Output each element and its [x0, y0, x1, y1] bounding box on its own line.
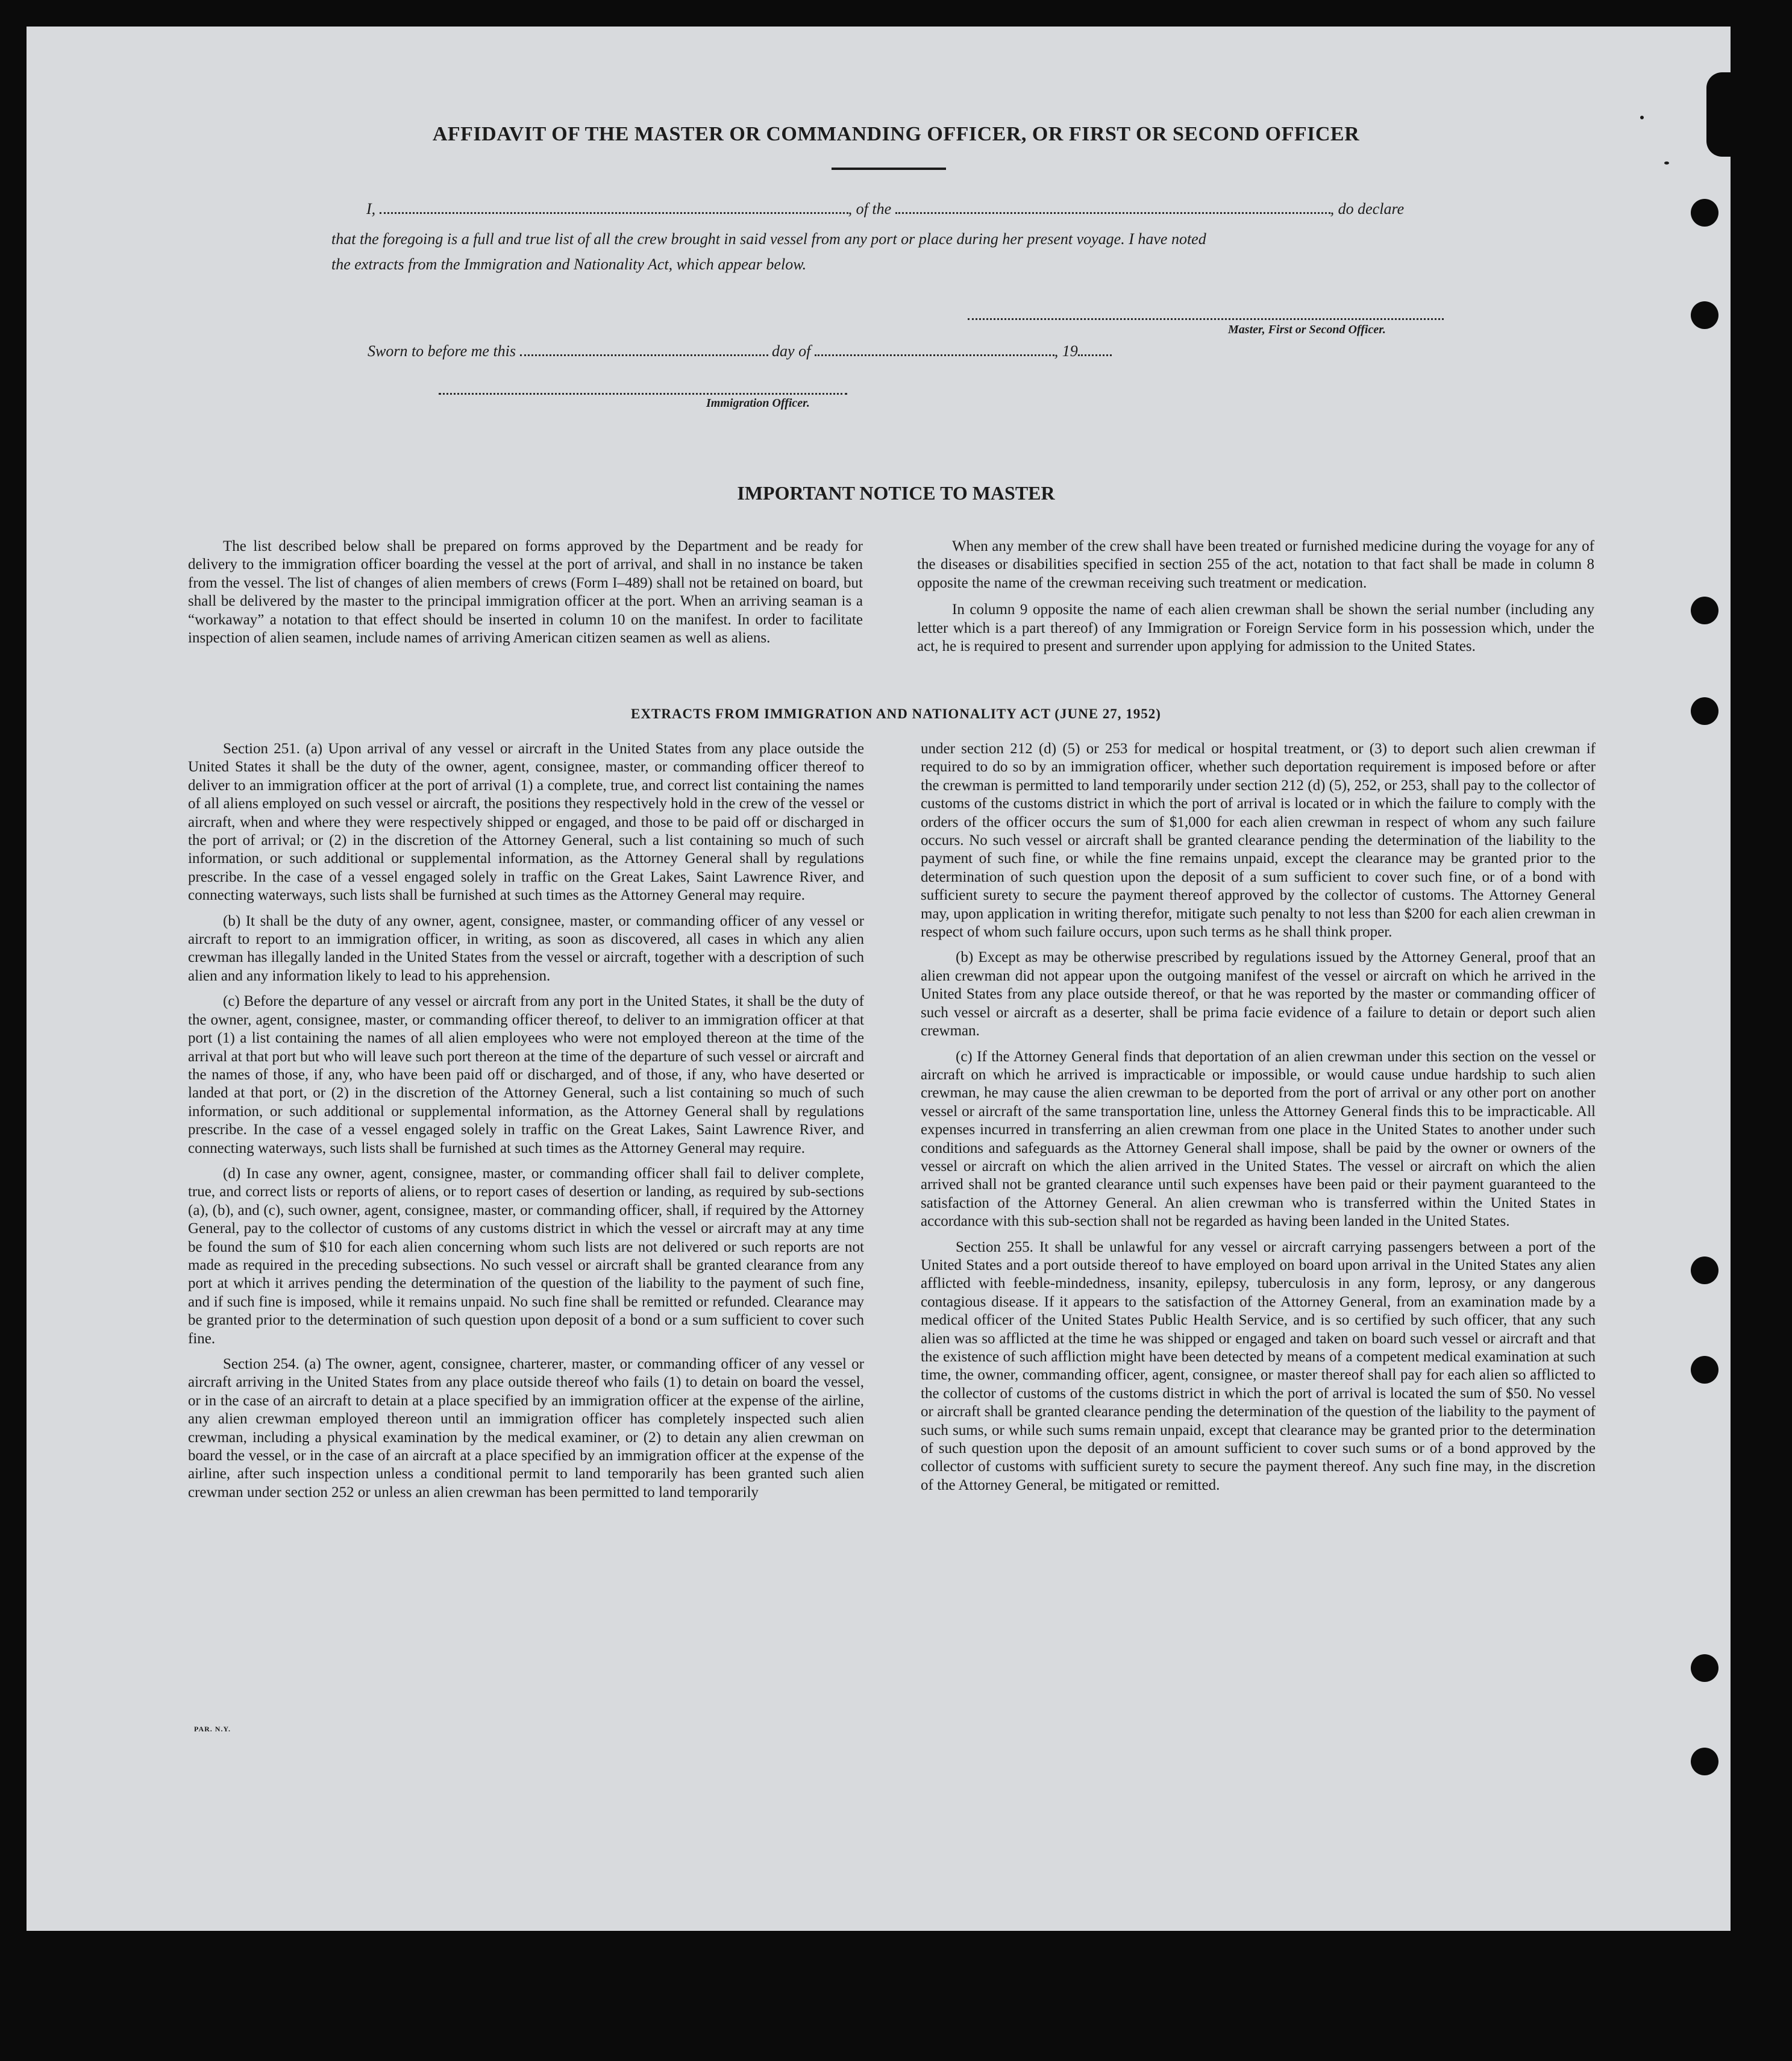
binder-hole — [1691, 1256, 1718, 1284]
sworn-line — [368, 342, 1112, 360]
binder-hole — [1691, 1748, 1718, 1775]
binder-hole — [1691, 301, 1718, 329]
act-section-paragraph: (c) If the Attorney General finds that deportation of an alien crewman under this section on the vessel or aircraft on which he arrived is impracticable or impossible, or would cause undue hardship to such alien crewman, he may cause the alien crewman to be deported from the port of arrival or any other port on another vessel or aircraft of the same transportation line, unless the Attorney General finds this to be impracticable. All expenses incurred in transferring an alien crewman from one place in the United States to another under such conditions and safeguards as the Attorney General shall impose, shall be paid by the owner or owners of the vessel or aircraft on which the alien arrived in the United States. The vessel or aircraft on which the alien arrived shall not be granted clearance until such expenses have been paid or their payment guaranteed to the satisfaction of the Attorney General. An alien crewman who is transferred within the United States in accordance with this sub-section shall not be regarded as having been landed in the United States. — [921, 1048, 1596, 1230]
ink-speck — [1640, 116, 1644, 119]
notice-paragraph: When any member of the crew shall have been treated or furnished medicine during the voyage for any of the diseases or disabilities specified in section 255 of the act, notation to that fact shall be made in column 8 opposite the name of the crewman receiving such treatment or medication. — [917, 538, 1594, 591]
officer-signature-field[interactable] — [439, 393, 847, 395]
notice-right-column — [917, 538, 1594, 658]
year-label: , 19 — [1054, 342, 1078, 360]
act-section-paragraph: Section 251. (a) Upon arrival of any vessel or aircraft in the United States from any place outside the United States it shall be the duty of the owner, agent, consignee, master, or commanding officer thereof to deliver to an immigration officer at the port of arrival (1) a complete, true, and correct list containing the names of all aliens employed on such vessel or aircraft, the positions they respectively hold in the crew of the vessel or aircraft, when and where they were respectively shipped or engaged, and those to be paid off or discharged in the port of arrival; or (2) in the discretion of the Attorney General, such a list containing so much of such information, or such additional or supplemental information, as the Attorney General shall by regulations prescribe. In the case of a vessel engaged solely in traffic on the Great Lakes, Saint Lawrence River, and connecting waterways, such lists shall be furnished at such times as the Attorney General may require. — [188, 741, 864, 904]
notice-left-column — [188, 538, 863, 650]
act-section-paragraph: (c) Before the departure of any vessel or aircraft from any port in the United States, it shall be the duty of the owner, agent, consignee, master, or commanding officer thereof, to deliver to an immigration officer at that port (1) a list containing the names of all alien employees who were not employed thereon at the time of the arrival at that port but who will leave such port thereon at the time of the departure of such vessel or aircraft and the names of those, if any, who have been paid off or discharged, and of those, if any, who have deserted or landed at that port, or (2) in the discretion of the Attorney General, such a list containing so much of such information, or such additional or supplemental information, as the Attorney General shall by regulations prescribe. In the case of a vessel engaged solely in traffic on the Great Lakes, Saint Lawrence River, and connecting waterways, such lists shall be furnished at such times as the Attorney General may require. — [188, 993, 864, 1156]
vessel-name-field[interactable] — [895, 204, 1330, 214]
binder-hole — [1691, 199, 1718, 227]
statement-line-2: the extracts from the Immigration and Nationality Act, which appear below. — [331, 256, 807, 273]
extracts-right-column — [921, 740, 1596, 1497]
notice-paragraph: In column 9 opposite the name of each alien crewman shall be shown the serial number (including any letter which is a part thereof) of any Immigration or Foreign Service form in his possession which, under the act, he is required to present and surrender upon applying for admission to the United States. — [917, 601, 1594, 655]
act-section-paragraph: (b) It shall be the duty of any owner, agent, consignee, master, or commanding officer of any vessel or aircraft to report to an immigration officer, in writing, as soon as discovered, all cases in which any alien crewman has illegally landed in the United States from the vessel or aircraft, together with a description of such alien and any information likely to lead to his apprehension. — [188, 912, 864, 984]
of-the-label: , of the — [848, 200, 892, 218]
act-section-paragraph: under section 212 (d) (5) or 253 for medical or hospital treatment, or (3) to deport such alien crewman if required to do so by an immigration officer, whether such deportation requirement is imposed before or after the crewman is permitted to land temporarily under section 212 (d) (5), 252, or 253, shall pay to the collector of customs of the customs district in which the port of arrival is located or in which the failure to comply with the orders of the officer occurs the sum of $1,000 for each alien crewman in respect of whom any such failure occurs. No such vessel or aircraft shall be granted clearance pending the determination of the liability to the payment of such fine, or while the fine remains unpaid, except the clearance may be granted prior to the determination of such question upon the deposit of a sum sufficient to cover such fine, or of a bond with sufficient surety to secure the payment thereof approved by the collector of customs. The Attorney General may, upon application in writing therefor, mitigate such penalty to not less than $200 for each alien crewman in respect of whom such failure occurs, upon such terms as he shall think proper. — [921, 741, 1596, 941]
notice-paragraph: The list described below shall be prepared on forms approved by the Department and be ready for delivery to the immigration officer boarding the vessel at the port of arrival, and shall in no instance be taken from the vessel. The list of changes of alien members of crews (Form I–489) shall not be retained on board, but shall be delivered by the master to the principal immigration officer at the port. When an arriving seaman is a “workaway” a notation to that effect should be inserted in column 10 on the manifest. In order to facilitate inspection of alien seamen, include names of arriving American citizen seamen as well as aliens. — [188, 538, 863, 647]
sworn-month-field[interactable] — [815, 346, 1054, 356]
declarant-name-field[interactable] — [380, 204, 848, 214]
act-section-paragraph: Section 254. (a) The owner, agent, consignee, charterer, master, or commanding officer of any vessel or aircraft arriving in the United States from any place outside thereof who fails (1) to detain on board the vessel, or in the case of an aircraft to detain at a place specified by an immigration officer at the expense of the airline, any alien crewman employed thereon until an immigration officer has completely inspected such alien crewman, including a physical examination by the medical examiner, or (2) to detain any alien crewman on board the vessel, or in the case of an aircraft at a place specified by an immigration officer at the expense of the airline, after such inspection unless a conditional permit to land temporarily has been granted such alien crewman under section 252 or unless an alien crewman has been permitted to land temporarily — [188, 1356, 864, 1501]
binder-hole — [1691, 1654, 1718, 1682]
ink-speck — [1664, 162, 1669, 165]
sworn-year-field[interactable] — [1078, 346, 1112, 356]
binder-hole — [1691, 597, 1718, 624]
title-underline — [832, 168, 946, 170]
sworn-date-field[interactable] — [520, 346, 768, 356]
statement-line-1: that the foregoing is a full and true list of all the crew brought in said vessel from any port or place during her present voyage. I have noted — [331, 230, 1206, 248]
affidavit-title: AFFIDAVIT OF THE MASTER OR COMMANDING OFFICER, OR FIRST OR SECOND OFFICER — [432, 123, 1360, 145]
act-section-paragraph: (b) Except as may be otherwise prescribed by regulations issued by the Attorney General, proof that an alien crewman did not appear upon the outgoing manifest of the vessel or aircraft on which he arrived in the United States from any place outside thereof, or that he was reported by the master or commanding officer of such vessel or aircraft as a deserter, shall be prima facie evidence of a failure to detain or deport such alien crewman. — [921, 949, 1596, 1040]
i-label: I, — [366, 200, 376, 218]
day-of-label: day of — [772, 342, 811, 360]
master-signature-label: Master, First or Second Officer. — [1228, 323, 1386, 336]
extracts-title: EXTRACTS FROM IMMIGRATION AND NATIONALITY ACT (JUNE 27, 1952) — [631, 706, 1161, 721]
printer-mark: PAR. N.Y. — [194, 1725, 231, 1733]
officer-signature-label: Immigration Officer. — [706, 397, 810, 410]
master-signature-field[interactable] — [968, 318, 1444, 320]
act-section-paragraph: Section 255. It shall be unlawful for any vessel or aircraft carrying passengers between a port of the United States and a port outside thereof to have employed on board upon arrival in the United States any alien afflicted with feeble-mindedness, insanity, epilepsy, tuberculosis in any form, leprosy, or any dangerous contagious disease. If it appears to the satisfaction of the Attorney General, from an examination made by a medical officer of the United States Public Health Service, and is so certified by such officer, that any such alien was so afflicted at the time he was shipped or engaged and taken on board such vessel or aircraft and that the existence of such affliction might have been detected by means of a competent medical examination at such time, the owner, commanding officer, agent, consignee, or master thereof shall pay for each alien so afflicted to the collector of customs of the customs district in which the port of arrival is located the sum of $50. No vessel or aircraft shall be granted clearance pending the determination of the question of the liability to the payment of such sums, or while such sums remain unpaid, except that clearance may be granted prior to the determination of such question upon the deposit of an amount sufficient to cover such sums or of a bond approved by the collector of customs with sufficient surety to secure the payment thereof. Any such fine may, in the discretion of the Attorney General, be mitigated or remitted. — [921, 1238, 1596, 1493]
act-section-paragraph: (d) In case any owner, agent, consignee, master, or commanding officer shall fail to deliver complete, true, and correct lists or reports of aliens, or to report cases of desertion or landing, as required by sub-sections (a), (b), and (c), such owner, agent, consignee, master, or commanding officer, shall, if required by the Attorney General, pay to the collector of customs of any customs district in which the vessel or aircraft may at any time be found the sum of $10 for each alien concerning whom such lists are not delivered or such reports are not made as required in the preceding subsections. No such vessel or aircraft shall be granted clearance from any port at which it arrives pending the determination of the question of the liability to the payment of such fine, and if such fine is imposed, while it remains unpaid. No such fine shall be remitted or refunded. Clearance may be granted prior to the determination of such question upon deposit of a bond or a sum sufficient to cover such fine. — [188, 1165, 864, 1347]
notice-title: IMPORTANT NOTICE TO MASTER — [737, 482, 1055, 504]
do-declare-label: , do declare — [1330, 200, 1405, 218]
extracts-left-column — [188, 740, 864, 1504]
declaration-line — [366, 200, 1404, 218]
sworn-label: Sworn to before me this — [368, 342, 516, 360]
binder-hole — [1691, 1356, 1718, 1384]
